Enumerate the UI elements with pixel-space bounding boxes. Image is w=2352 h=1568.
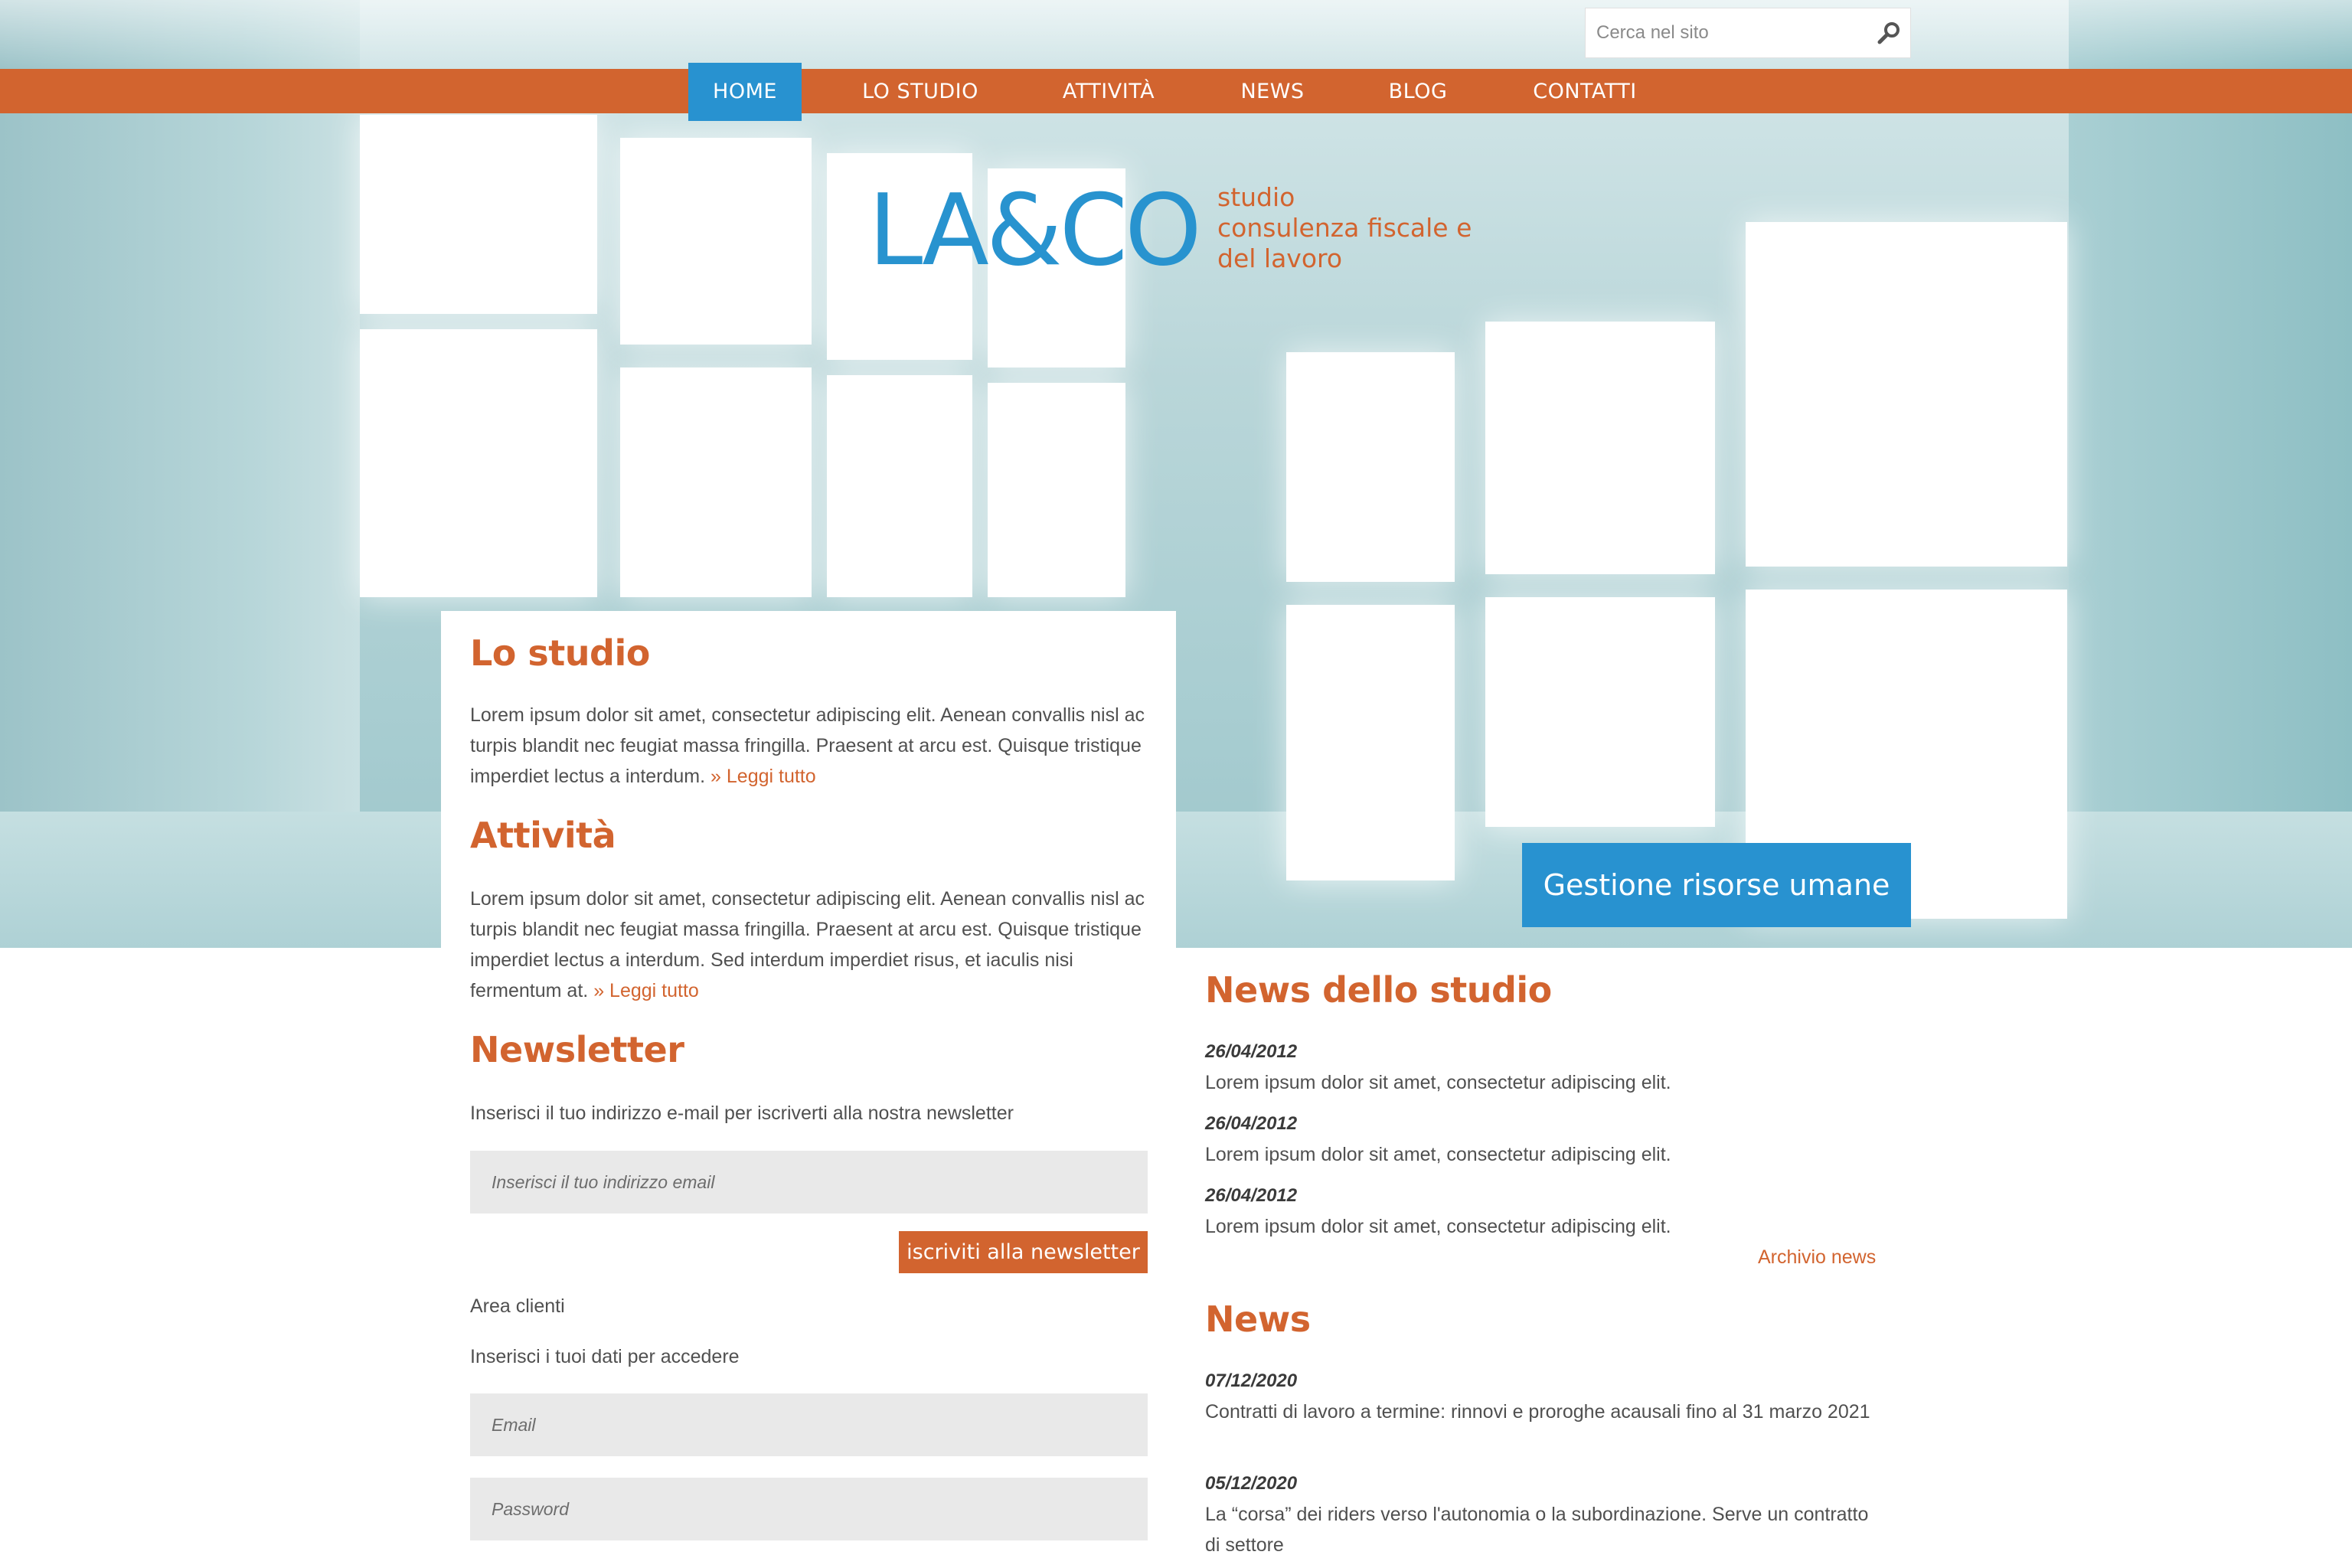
hero-slide-caption[interactable]: Gestione risorse umane	[1522, 843, 1911, 927]
lo-studio-body: Lorem ipsum dolor sit amet, consectetur adipiscing elit. Aenean convallis nisl ac turpis blandit nec feugiat massa fringilla. Praesent at arcu est. Quisque tristique imperdiet lectus a interdum.	[470, 704, 1145, 787]
news-date: 07/12/2020	[1205, 1370, 1298, 1391]
hero-wall-right	[2069, 0, 2352, 948]
logo-mark[interactable]: LA&CO	[868, 174, 1199, 288]
studio-news-text[interactable]: Lorem ipsum dolor sit amet, consectetur adipiscing elit.	[1205, 1144, 1671, 1165]
nav-blog[interactable]: BLOG	[1388, 80, 1448, 103]
hero-window-pane	[988, 383, 1125, 597]
studio-news-date: 26/04/2012	[1205, 1041, 1298, 1062]
search-input[interactable]	[1586, 8, 1869, 57]
hero-window-pane	[827, 375, 972, 597]
hero-window-pane	[1286, 605, 1455, 880]
logo-tagline-line: del lavoro	[1217, 243, 1343, 273]
news-text[interactable]: Contratti di lavoro a termine: rinnovi e proroghe acausali fino al 31 marzo 2021	[1205, 1401, 1870, 1423]
newsletter-subscribe-button[interactable]: iscriviti alla newsletter	[899, 1231, 1148, 1273]
newsletter-email-input[interactable]	[470, 1151, 1148, 1214]
logo-tagline-line: studio	[1217, 182, 1295, 212]
hero-window-pane	[360, 329, 597, 597]
hero-window-pane	[1485, 597, 1715, 827]
studio-news-date: 26/04/2012	[1205, 1185, 1298, 1206]
news-archive-link[interactable]: Archivio news	[1758, 1246, 1877, 1268]
clients-intro: Inserisci i tuoi dati per accedere	[470, 1346, 740, 1367]
hero-window-pane	[1485, 322, 1715, 574]
nav-news[interactable]: NEWS	[1240, 80, 1305, 103]
studio-news-date: 26/04/2012	[1205, 1113, 1298, 1134]
studio-news-text[interactable]: Lorem ipsum dolor sit amet, consectetur adipiscing elit.	[1205, 1072, 1671, 1093]
lo-studio-text	[470, 700, 1159, 792]
lo-studio-title: Lo studio	[470, 632, 650, 674]
nav-attivita[interactable]: ATTIVITÀ	[1062, 80, 1155, 103]
hero-wall-left	[0, 0, 360, 948]
lo-studio-read-more-link[interactable]: » Leggi tutto	[710, 766, 816, 787]
news-title: News	[1205, 1298, 1311, 1340]
clients-title: Area clienti	[470, 1295, 565, 1317]
logo-tagline	[1217, 182, 1539, 274]
attivita-body: Lorem ipsum dolor sit amet, consectetur adipiscing elit. Aenean convallis nisl ac turpis blandit nec feugiat massa fringilla. Praesent at arcu est. Quisque tristique imperdiet lectus a interdum. Sed interdum imperdiet risus, et iaculis nisi fermentum at.	[470, 888, 1145, 1001]
clients-email-input[interactable]	[470, 1393, 1148, 1456]
news-date: 05/12/2020	[1205, 1473, 1298, 1494]
hero-top-fade	[0, 0, 2352, 69]
logo-tagline-line: consulenza fiscale e	[1217, 213, 1472, 243]
clients-password-input[interactable]	[470, 1478, 1148, 1540]
news-text[interactable]: La “corsa” dei riders verso l'autonomia o la subordinazione. Serve un contratto di settore	[1205, 1504, 1869, 1556]
newsletter-title: Newsletter	[470, 1029, 684, 1070]
nav-home[interactable]: HOME	[688, 63, 802, 121]
hero-window-pane	[360, 115, 597, 314]
studio-news-title: News dello studio	[1205, 969, 1552, 1011]
main-nav-bar	[0, 69, 2352, 113]
attivita-text	[470, 884, 1159, 1006]
hero-window-pane	[620, 368, 812, 597]
hero-window-pane	[1746, 222, 2067, 567]
search-box	[1585, 8, 1911, 58]
newsletter-intro: Inserisci il tuo indirizzo e-mail per iscriverti alla nostra newsletter	[470, 1102, 1014, 1124]
nav-contatti[interactable]: CONTATTI	[1533, 80, 1637, 103]
hero-window-pane	[620, 138, 812, 345]
nav-lo-studio[interactable]: LO STUDIO	[862, 80, 978, 103]
hero-window-pane	[1286, 352, 1455, 582]
attivita-title: Attività	[470, 815, 616, 856]
studio-news-text[interactable]: Lorem ipsum dolor sit amet, consectetur adipiscing elit.	[1205, 1216, 1671, 1237]
attivita-read-more-link[interactable]: » Leggi tutto	[593, 980, 699, 1001]
search-icon[interactable]	[1873, 18, 1904, 48]
